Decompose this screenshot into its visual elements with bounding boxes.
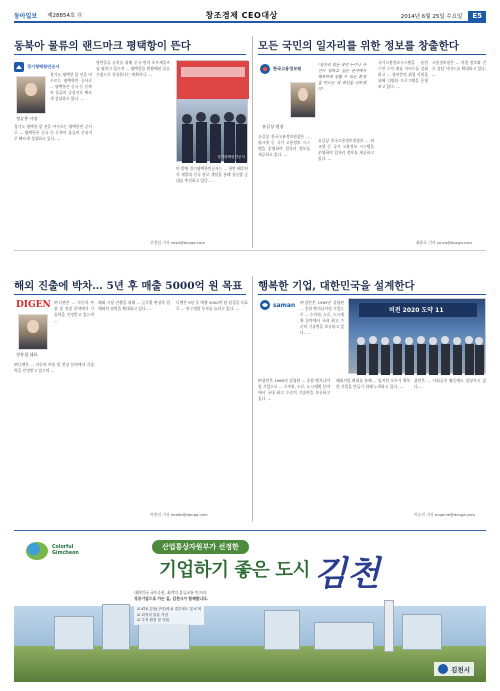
article-body-column: 국가고용정보시스템을 통한 구인·구직 매칭 서비스를 강화하고 ... 청년층의 취업 지원을 위해 다양한 프로그램을 운영하고 있다. ... [378,60,430,90]
logo-keis [260,64,301,74]
brand-line-1: Colorful [52,545,74,550]
ad-check-item: ☑ 투자 환경 및 지원 [137,618,170,623]
ad-city-brand-logo [26,542,79,560]
portrait-photo-ceo [18,314,48,350]
logo-text: 한국고용정보원 [273,66,302,71]
ad-building [264,610,300,650]
article-body-column: 이 밖에 경기평택항만공사는 ... 항만 배후단지 개발과 신규 항로 개설을 통해 물동량 증대를 추진하고 있다. ... [176,166,249,184]
byline: 이현덕 기자 heebb@donga.com [150,512,208,517]
ad-top-rule [14,530,486,531]
photo-caption: 경기평택항만공사 [217,155,245,159]
section-divider [14,250,486,251]
ad-subtext [134,590,208,602]
ad-subtext-line: 성공기업으로 가는 길, 김천시가 함께합니다. [134,596,209,601]
headline-mid-left: 해외 진출에 박차… 5년 후 매출 5000억 원 목표 [14,280,243,292]
colorful-gimcheon-icon [26,542,48,560]
rule-mid-right [258,294,486,295]
photo-caption: 비전 2020 도약 11 [389,307,444,314]
brand-line-2: Gimcheon [52,551,79,556]
article-photo-group [176,60,248,162]
headline-top-right: 모든 국민의 일자리를 위한 정보를 창출한다 [258,40,459,52]
article-body-column: 디젠은 5년 후 매출 5000억 원 달성을 목표로 ... 연구개발 투자를 늘리고 있다. ... [176,300,248,312]
ad-check-item: ☑ KTX 김천(구미)역 & 경부철도 및 IC역 [137,607,202,611]
masthead [14,10,486,23]
rule-mid-left [14,294,246,295]
pull-quote: "일자리 있는 국민 누구나 자신이 일하고 싶은 분야에서 행복하게 일할 수 있는 환경을 만드는 데 최선을 다하겠다" [318,62,368,92]
headline-top-left: 동북아 물류의 랜드마크 평택항이 뜬다 [14,40,191,52]
masthead-issue: 제28854호 ⓪ [47,13,83,19]
portrait-caption: 정승봉 사장 [16,116,38,121]
city-name: 김천시 [451,665,470,674]
article-body-column: 경기도 평택항 앞 선을 아우르는 평택항만 공사로 ... 평택항은 중국 등 동북아 물류의 중심지로 빠르게 성장하고 있다. ... [14,124,92,142]
logo-text: DIGEN [16,300,51,310]
masthead-section: 동아일보 [14,13,38,20]
divider-top [252,36,253,248]
logo-text: saman [273,301,296,309]
keis-logo-icon [260,64,270,74]
group-photo-icon [177,61,249,163]
article-body-column: 경기도 평택항 앞 선을 아우르는 평택항만 공사로 ... 평택항은 중국 등 동북아 물류의 중심지로 빠르게 성장하고 있다. ... [50,72,94,102]
article-body-column: 유길상 한국고용정보원장은 ... 워크넷 등 국가 고용정보 시스템을 운영하며 일자리 정보를 제공하고 있다. ... [318,138,376,162]
logo-saman [260,300,295,310]
ad-building [402,614,442,650]
article-body-column: 항만물류 유치를 위해 중국 현지 포트세일즈를 펼치고 있으며 ... 평택항을 환황해권 물류 거점으로 육성한다는 계획이다. ... [96,60,172,78]
article-body-column: ㈜삼안은 1965년 설립된 ... 종합 엔지니어링 기업으로 ... 수자원, 도로, 도시계획 분야에서 국내 최고 수준의 기술력을 보유하고 있다. ... [258,378,332,402]
ad-building [102,604,130,650]
logo-digen [16,300,51,310]
port-logo-icon [14,62,24,72]
ad-checklist [134,606,204,625]
divider-mid [252,276,253,522]
article-body-column: 해외사업 확대를 통해 ... 임직원 모두가 행복한 기업을 만들기 위해 노력하고 있다. ... [336,378,410,390]
ad-tower [384,600,394,652]
ad-building [314,622,374,650]
ad-subtext-line: 대한민국 국토중심, 최적의 물류교통 인프라 [134,590,207,595]
ad-building [54,616,94,650]
portrait-caption: 정홍철 대표 [16,352,38,357]
masthead-date: 2014년 6월 25일 수요일 [400,13,463,20]
article-body-column: 유길상 한국고용정보원장은 ... 워크넷 등 국가 고용정보 시스템을 운영하며 일자리 정보를 제공하고 있다. ... [258,134,312,158]
rule-top-right [258,54,486,55]
article-body-column: 삼안은 ... 사회공헌 활동에도 앞장서고 있다. ... [414,378,486,390]
byline: 신정섭 기자 newt@donga.com [150,240,206,245]
ad-field-background [14,646,486,682]
page-number: E5 [468,11,486,21]
article-body-column: ㈜삼안은 1965년 설립된 ... 종합 엔지니어링 기업으로 ... 수자원, 도로, 도시계획 분야에서 국내 최고 수준의 기술력을 보유하고 있다. ... [300,300,346,336]
ad-tagline-pill: 산업통상자원부가 선정한 [152,540,249,554]
ad-check-item: ☑ 최적의 물류 거점 [137,612,168,617]
advertisement-gimcheon [14,536,486,682]
article-photo-group [348,298,486,374]
portrait-caption: 유길상 원장 [262,124,284,129]
ad-brush-calligraphy: 김천 [314,554,380,594]
city-emblem-icon [438,664,448,674]
rule-top-left [14,54,246,55]
article-body-column: 해외 시장 진출을 위해 ... 글로벌 완성차 업체와의 협력을 확대하고 있다. ... [98,300,170,312]
logo-text: 경기평택항만공사 [27,64,60,69]
ad-city-logo [434,662,474,676]
logo-gyeonggi-pyeongtaek [14,62,59,72]
masthead-title: 창조경제 CEO대상 [205,11,278,20]
headline-mid-right: 행복한 기업, 대한민국을 설계한다 [258,280,415,292]
byline: 최윤호 기자 ymca@donga.com [416,240,473,245]
article-body-column: ㈜디젠은 ... 자동차 부품 및 전장 분야에서 기술력을 인정받고 있으며 ... [54,300,96,324]
article-body-column: 고용정보원은 ... 직업 정보와 진로 상담 서비스를 확대하고 있다. ... [432,60,488,78]
ad-headline: 기업하기 좋은 도시 [159,560,310,581]
byline: 이유진 기자 eugenie@donga.com [414,512,476,517]
portrait-photo-director [290,82,316,118]
saman-logo-icon [260,300,270,310]
portrait-photo-ceo [16,76,46,114]
ad-building [138,624,190,650]
article-body-column: ㈜디젠은 ... 자동차 부품 및 전장 분야에서 기술력을 인정받고 있으며 ... [14,362,94,374]
